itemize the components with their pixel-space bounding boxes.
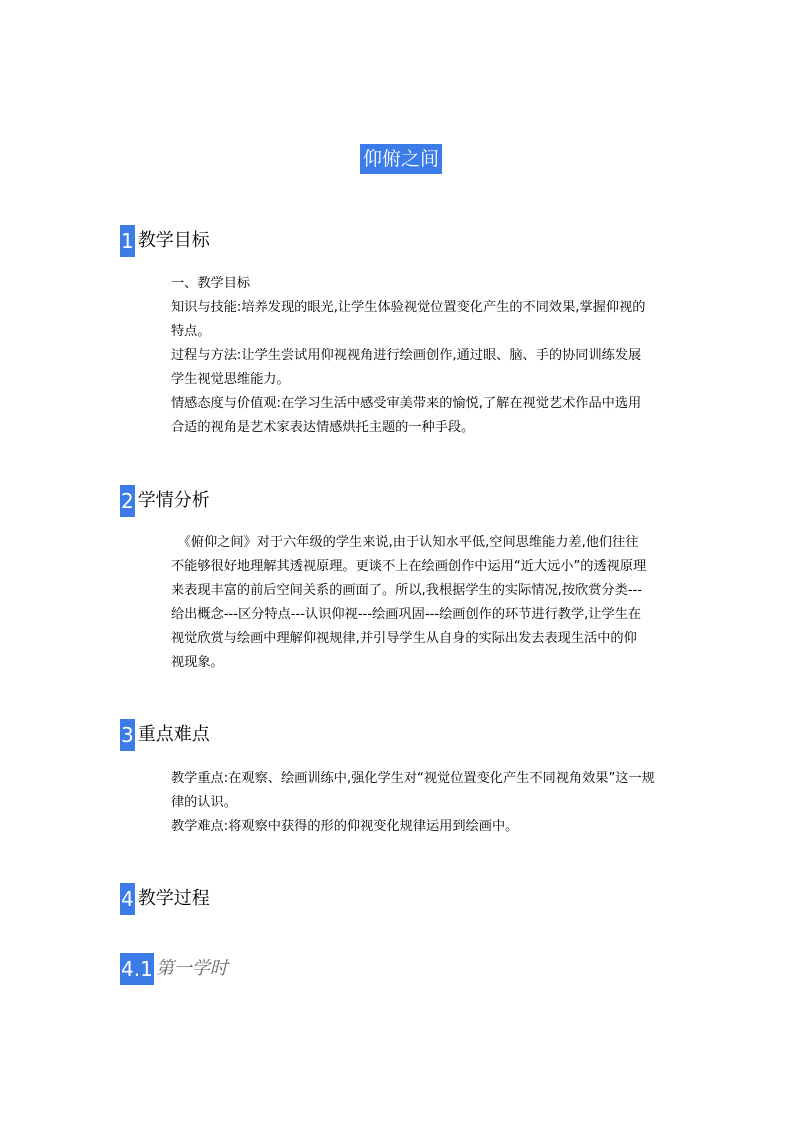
section-heading-1 bbox=[120, 225, 210, 257]
section-title: 教学过程 bbox=[137, 888, 210, 909]
section-heading-2 bbox=[120, 485, 210, 517]
text-line: 视觉欣赏与绘画中理解仰视规律,并引导学生从自身的实际出发去表现生活中的仰 bbox=[171, 631, 637, 646]
section-number: 2 bbox=[120, 485, 135, 517]
text-line: 学生视觉思维能力。 bbox=[171, 372, 290, 387]
section-heading-3 bbox=[120, 719, 210, 751]
text-line: 律的认识。 bbox=[171, 795, 237, 810]
text-line: 给出概念---区分特点---认识仰视---绘画巩固---绘画创作的环节进行教学,让学生在 bbox=[171, 607, 642, 622]
section-body-3 bbox=[171, 767, 677, 839]
text-line: 教学难点:将观察中获得的形的仰视变化规律运用到绘画中。 bbox=[171, 819, 519, 834]
section-heading-4 bbox=[120, 883, 210, 915]
text-line: 情感态度与价值观:在学习生活中感受审美带来的愉悦,了解在视觉艺术作品中选用 bbox=[171, 396, 642, 411]
subsection-heading-4-1 bbox=[120, 953, 228, 985]
section-number: 1 bbox=[120, 225, 135, 257]
section-body-2 bbox=[171, 531, 677, 675]
text-line: 一、教学目标 bbox=[171, 276, 251, 291]
subsection-title: 第一学时 bbox=[155, 958, 228, 979]
text-line: 知识与技能:培养发现的眼光,让学生体验视觉位置变化产生的不同效果,掌握仰视的 bbox=[171, 300, 646, 315]
section-title: 重点难点 bbox=[137, 724, 210, 745]
section-body-1 bbox=[171, 272, 677, 440]
text-line: 合适的视角是艺术家表达情感烘托主题的一种手段。 bbox=[171, 420, 475, 435]
section-number: 3 bbox=[120, 719, 135, 751]
text-line: 《俯仰之间》对于六年级的学生来说,由于认知水平低,空间思维能力差,他们往往 bbox=[171, 535, 639, 550]
section-number: 4.1 bbox=[120, 953, 154, 985]
text-line: 过程与方法:让学生尝试用仰视视角进行绘画创作,通过眼、脑、手的协同训练发展 bbox=[171, 348, 642, 363]
text-line: 不能够很好地理解其透视原理。更谈不上在绘画创作中运用“近大远小”的透视原理 bbox=[171, 559, 647, 574]
section-number: 4 bbox=[120, 883, 135, 915]
document-title: 仰俯之间 bbox=[360, 144, 442, 174]
section-title: 学情分析 bbox=[137, 490, 210, 511]
text-line: 来表现丰富的前后空间关系的画面了。所以,我根据学生的实际情况,按欣赏分类--- bbox=[171, 583, 643, 598]
text-line: 特点。 bbox=[171, 324, 211, 339]
text-line: 教学重点:在观察、绘画训练中,强化学生对“视觉位置变化产生不同视角效果”这一规 bbox=[171, 771, 655, 786]
text-line: 视现象。 bbox=[171, 655, 224, 670]
section-title: 教学目标 bbox=[137, 230, 210, 251]
